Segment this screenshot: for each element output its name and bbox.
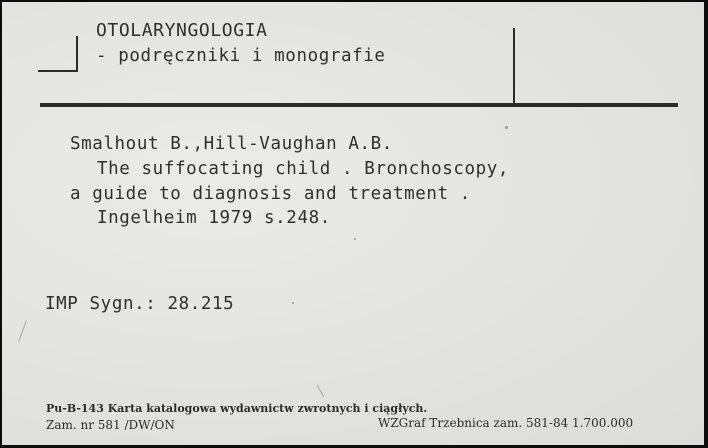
form-footer-order-right: WZGraf Trzebnica zam. 581-84 1.700.000 bbox=[378, 416, 634, 430]
paper-speck bbox=[292, 302, 294, 304]
catalog-card bbox=[2, 2, 704, 445]
entry-title-line1: The suffocating child . Bronchoscopy, bbox=[97, 159, 510, 179]
form-footer-order-left: Zam. nr 581 /DW/ON bbox=[46, 418, 175, 432]
call-number: IMP Sygn.: 28.215 bbox=[45, 294, 235, 314]
header-right-divider bbox=[513, 28, 515, 104]
header-left-bracket-horizontal bbox=[38, 70, 78, 72]
header-rule bbox=[40, 103, 678, 107]
paper-scratch bbox=[18, 320, 26, 341]
subject-subtitle: - podręczniki i monografie bbox=[96, 46, 386, 66]
entry-publication: Ingelheim 1979 s.248. bbox=[97, 208, 331, 228]
header-left-bracket-vertical bbox=[76, 36, 78, 72]
form-footer-line1: Pu-B-143 Karta katalogowa wydawnictw zwrotnych i ciągłych. bbox=[46, 402, 428, 415]
entry-title-line2: a guide to diagnosis and treatment . bbox=[70, 184, 471, 204]
paper-scratch bbox=[317, 385, 325, 398]
subject-heading: OTOLARYNGOLOGIA bbox=[96, 20, 268, 41]
paper-speck bbox=[505, 126, 508, 129]
paper-speck bbox=[354, 238, 356, 240]
entry-authors: Smalhout B.,Hill-Vaughan A.B. bbox=[70, 134, 393, 154]
